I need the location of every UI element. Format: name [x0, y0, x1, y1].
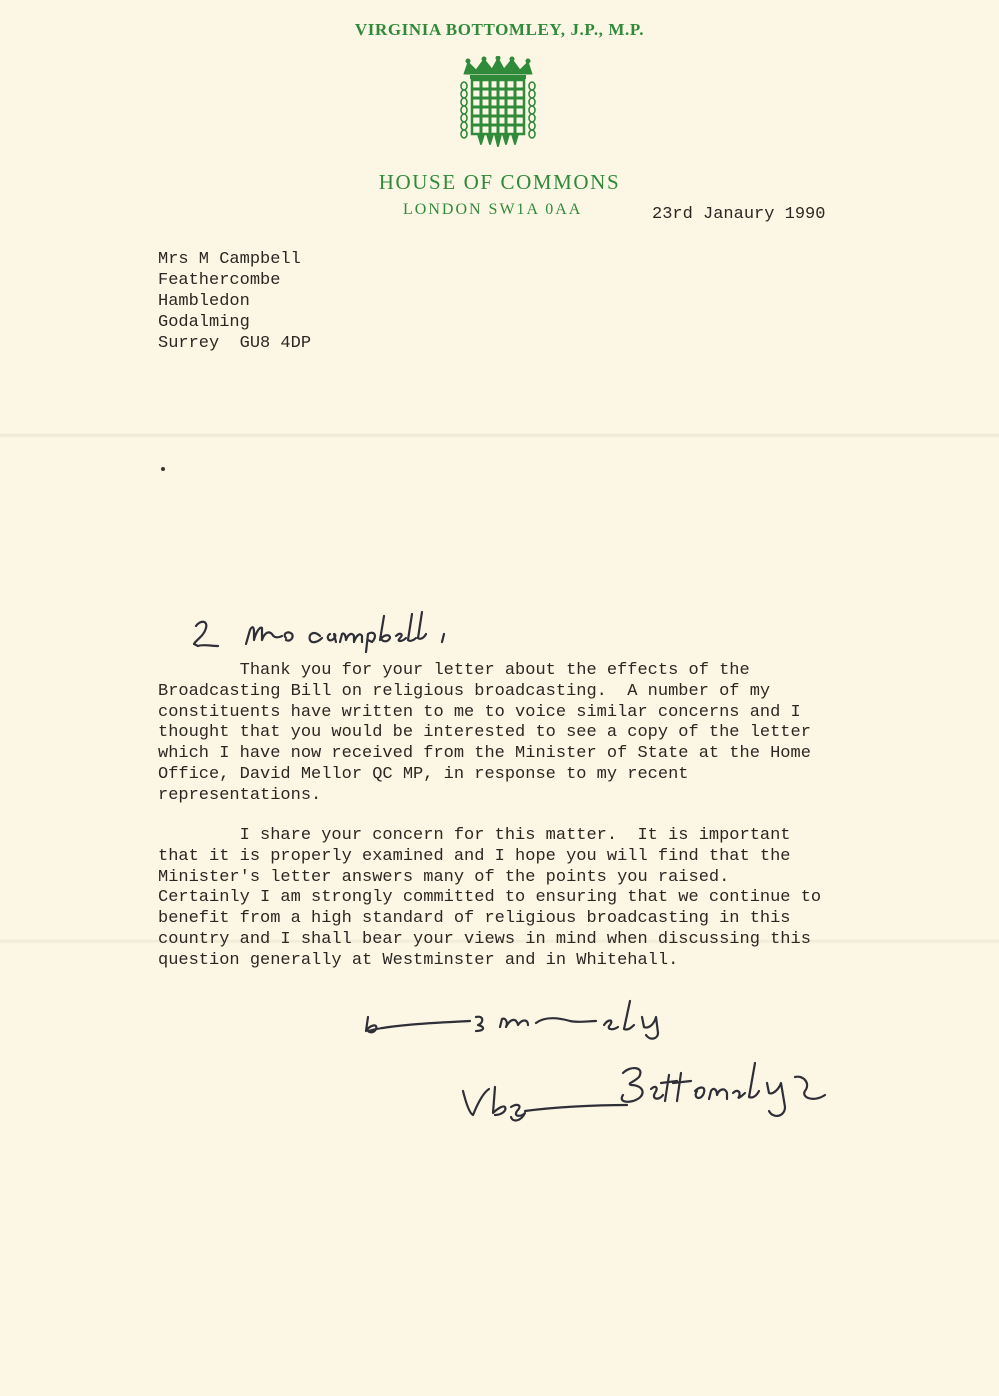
- letterhead-house: HOUSE OF COMMONS: [378, 170, 621, 194]
- body-line: thought that you would be interested to see a copy of the letter: [158, 723, 811, 743]
- address-line: Godalming: [158, 313, 250, 332]
- letter-date: 23rd Janaury 1990: [652, 205, 826, 224]
- body-line: that it is properly examined and I hope you will find that the: [158, 846, 791, 866]
- body-line: Office, David Mellor QC MP, in response to my recent: [158, 764, 689, 784]
- body-line: constituents have written to me to voice similar concerns and I: [158, 702, 801, 722]
- body-line: representations.: [158, 785, 322, 805]
- handwritten-signature: [455, 1055, 840, 1125]
- address-line: Mrs M Campbell: [158, 250, 301, 269]
- recipient-address: [158, 249, 311, 354]
- address-line: Feathercombe: [158, 271, 281, 290]
- handwritten-salutation: [190, 604, 500, 654]
- handwritten-closing: [360, 995, 710, 1040]
- body-line: Thank you for your letter about the effects of the: [158, 661, 750, 680]
- body-line: which I have now received from the Minister of State at the Home: [158, 744, 811, 764]
- body-line: benefit from a high standard of religious broadcasting in this: [158, 909, 791, 929]
- address-line: Hambledon: [158, 292, 250, 311]
- body-paragraph-1: [158, 661, 828, 807]
- body-line: question generally at Westminster and in Whitehall.: [158, 950, 679, 970]
- letterhead-city: LONDON SW1A 0AA: [403, 201, 583, 218]
- body-line: Minister's letter answers many of the points you raised.: [158, 867, 730, 887]
- body-line: country and I shall bear your views in mind when discussing this: [158, 929, 811, 949]
- body-line: I share your concern for this matter. It is important: [158, 826, 791, 845]
- body-line: Broadcasting Bill on religious broadcasting. A number of my: [158, 681, 771, 701]
- body-paragraph-2: [158, 826, 828, 972]
- body-line: Certainly I am strongly committed to ensuring that we continue to: [158, 888, 822, 908]
- stray-mark: [161, 467, 165, 471]
- address-line: Surrey GU8 4DP: [158, 334, 312, 353]
- letterhead-name: VIRGINIA BOTTOMLEY, J.P., M.P.: [354, 20, 645, 39]
- portcullis-icon: [458, 56, 538, 148]
